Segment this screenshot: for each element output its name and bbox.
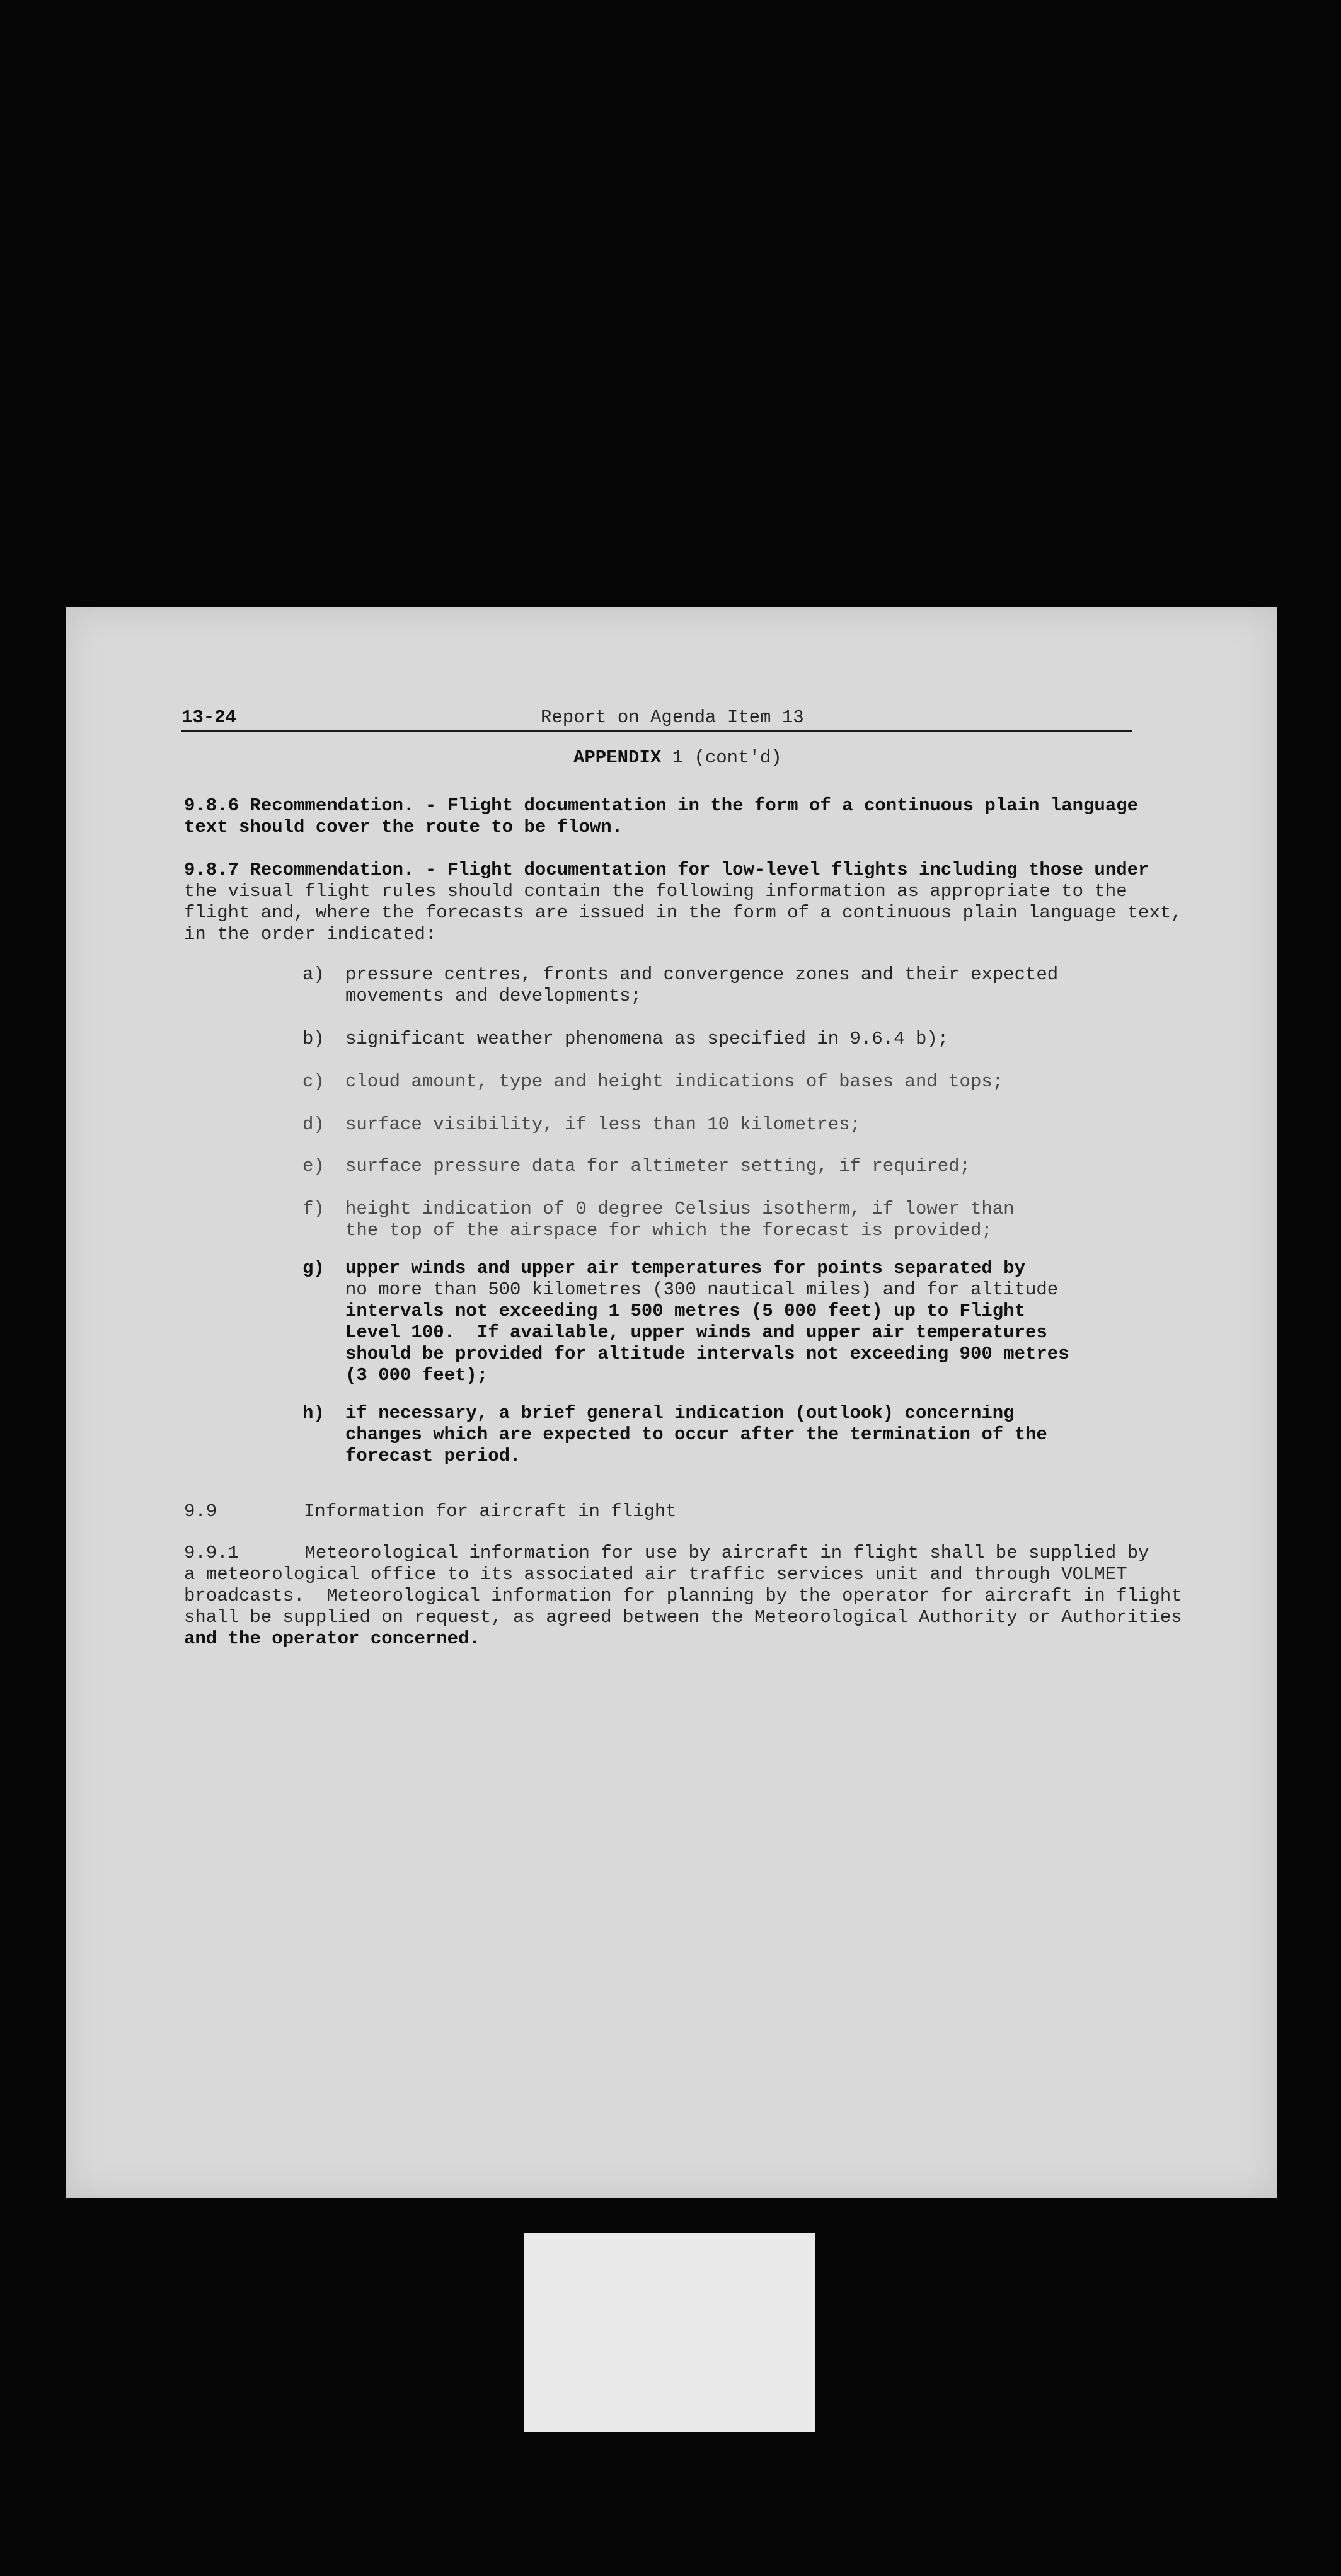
page-number: 13-24 bbox=[181, 707, 237, 728]
list-item-line: forecast period. bbox=[345, 1446, 521, 1466]
list-item-line: surface visibility, if less than 10 kilometres; bbox=[345, 1114, 861, 1135]
list-item-letter: e) bbox=[302, 1156, 325, 1176]
list-item-letter: a) bbox=[302, 964, 325, 985]
list-item-line: upper winds and upper air temperatures for points separated by bbox=[345, 1258, 1025, 1279]
paragraph-9-8-6 bbox=[184, 795, 1167, 838]
paragraph-line: and the operator concerned. bbox=[184, 1628, 480, 1649]
list-item-line: the top of the airspace for which the forecast is provided; bbox=[345, 1220, 993, 1241]
appendix-heading bbox=[573, 747, 782, 769]
list-item-line: pressure centres, fronts and convergence zones and their expected bbox=[345, 964, 1059, 985]
list-item-line: (3 000 feet); bbox=[345, 1365, 488, 1386]
list-item-line: height indication of 0 degree Celsius isotherm, if lower than bbox=[345, 1199, 1015, 1219]
appendix-title: APPENDIX bbox=[573, 747, 662, 768]
section-number: 9.9 bbox=[184, 1501, 217, 1522]
paragraph-line: 9.8.7 Recommendation. - Flight documentation for low-level flights including those under bbox=[184, 860, 1149, 880]
list-item-line: surface pressure data for altimeter setting, if required; bbox=[345, 1156, 970, 1176]
paragraph-line: a meteorological office to its associated air traffic services unit and through VOLMET bbox=[184, 1564, 1127, 1585]
list-item-line: should be provided for altitude intervals not exceeding 900 metres bbox=[345, 1343, 1069, 1364]
list-item-line: Level 100. If available, upper winds and upper air temperatures bbox=[345, 1322, 1047, 1343]
list-item-letter: b) bbox=[302, 1028, 325, 1049]
paragraph-line: flight and, where the forecasts are issued in the form of a continuous plain language text, bbox=[184, 902, 1182, 923]
section-title: Information for aircraft in flight bbox=[304, 1501, 677, 1522]
list-item-line: intervals not exceeding 1 500 metres (5 000 feet) up to Flight bbox=[345, 1301, 1025, 1321]
page-header-title: Report on Agenda Item 13 bbox=[541, 707, 804, 728]
list-item-line: changes which are expected to occur after the termination of the bbox=[345, 1424, 1047, 1445]
header-rule bbox=[181, 730, 1132, 732]
paragraph-line: 9.9.1 Meteorological information for use by aircraft in flight shall be supplied by bbox=[184, 1543, 1149, 1563]
list-item-line: no more than 500 kilometres (300 nautical miles) and for altitude bbox=[345, 1279, 1059, 1300]
paragraph-line: in the order indicated: bbox=[184, 924, 437, 945]
paragraph-9-8-7 bbox=[184, 860, 1182, 945]
paragraph-9-9-1 bbox=[184, 1543, 1255, 1650]
list-item-line: cloud amount, type and height indications of bases and tops; bbox=[345, 1071, 1004, 1092]
paragraph-line: shall be supplied on request, as agreed between the Meteorological Authority or Authorities bbox=[184, 1607, 1182, 1628]
paragraph-line: broadcasts. Meteorological information for planning by the operator for aircraft in flight bbox=[184, 1585, 1182, 1606]
blank-card bbox=[524, 2233, 815, 2432]
list-item-letter: c) bbox=[302, 1071, 325, 1092]
paragraph-line: 9.8.6 Recommendation. - Flight documentation in the form of a continuous plain language bbox=[184, 795, 1139, 816]
list-item-letter: h) bbox=[302, 1403, 325, 1423]
appendix-suffix: 1 (cont'd) bbox=[672, 747, 782, 768]
list-item-line: if necessary, a brief general indication (outlook) concerning bbox=[345, 1403, 1015, 1423]
paragraph-line: the visual flight rules should contain the following information as appropriate to the bbox=[184, 881, 1127, 902]
list-item-line: significant weather phenomena as specified in 9.6.4 b); bbox=[345, 1028, 949, 1049]
paragraph-line: text should cover the route to be flown. bbox=[184, 817, 623, 837]
list-item-letter: g) bbox=[302, 1258, 325, 1279]
list-item-letter: f) bbox=[302, 1199, 325, 1219]
list-item-letter: d) bbox=[302, 1114, 325, 1135]
list-item-line: movements and developments; bbox=[345, 986, 642, 1006]
